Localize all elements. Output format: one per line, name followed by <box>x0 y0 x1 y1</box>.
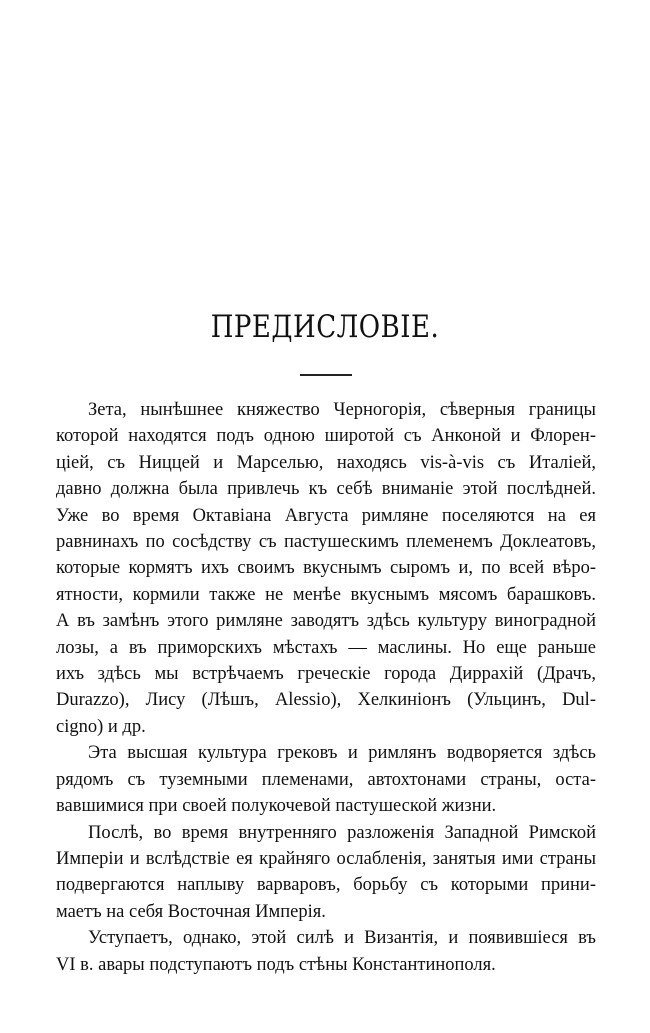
text-line: равнинахъ по сосѣдству съ пастушескимъ племенемъ Доклеатовъ, <box>56 532 596 553</box>
text-line: ихъ здѣсь мы встрѣчаемъ греческіе города Дирpaхій (Драчъ, <box>56 664 596 685</box>
paragraph-2 <box>56 740 596 819</box>
text-line: которые кормятъ ихъ своимъ вкуснымъ сыромъ и, по всей вѣро- <box>56 558 596 579</box>
text-line: рядомъ съ туземными племенами, автохтонами страны, оста- <box>56 769 596 790</box>
text-line: Зета, нынѣшнее княжество Черногорія, сѣверныя границы <box>88 400 596 420</box>
paragraph-3 <box>56 820 596 926</box>
paragraph-1 <box>56 397 596 740</box>
title-divider <box>300 374 352 376</box>
paragraph-4 <box>56 925 596 978</box>
text-line: VI в. авары подступаютъ подъ стѣны Константинополя. <box>56 954 496 975</box>
text-line: Durazzo), Лису (Лѣшъ, Alessio), Хелкиніонъ (Ульцинъ, Dul- <box>56 690 596 711</box>
text-line: Имперіи и вслѣдствіе ея крайняго ослабленія, занятыя ими страны <box>56 848 596 869</box>
text-line: маетъ на себя Восточная Имперія. <box>56 901 326 922</box>
text-line: давно должна была привлечь къ себѣ вниманіе этой послѣдней. <box>56 479 596 500</box>
text-line: Послѣ, во время внутренняго разложенія Западной Римской <box>88 822 596 843</box>
text-line: cigno) и др. <box>56 716 146 737</box>
text-line: ятности, кормили также не менѣе вкуснымъ мясомъ барашковъ. <box>56 584 596 605</box>
text-line: вавшимися при своей полукочевой пастушеской жизни. <box>56 796 497 817</box>
text-line: подвергаются наплыву варваровъ, борьбу съ которыми прини- <box>56 875 596 896</box>
text-line: А въ замѣнъ этого римляне заводятъ здѣсь культуру виноградной <box>56 611 596 632</box>
text-line: которой находятся подъ одною широтой съ Анконой и Флорен- <box>56 426 596 447</box>
text-line: ціей, съ Ниццей и Марселью, находясь vis-à-vis съ Италіей, <box>56 452 596 473</box>
text-line: Уступаетъ, однако, этой силѣ и Византія, и появившіеся въ <box>88 928 596 949</box>
text-line: Уже во время Октавіана Августа римляне поселяются на ея <box>56 505 596 526</box>
text-line: Эта высшая культура грековъ и римлянъ водворяется здѣсь <box>88 743 596 764</box>
page-title: ПРЕДИСЛОВІЕ. <box>210 310 440 346</box>
text-line: лозы, а въ приморскихъ мѣстахъ — маслины. Но еще раньше <box>56 637 596 658</box>
preface-text <box>56 397 596 978</box>
